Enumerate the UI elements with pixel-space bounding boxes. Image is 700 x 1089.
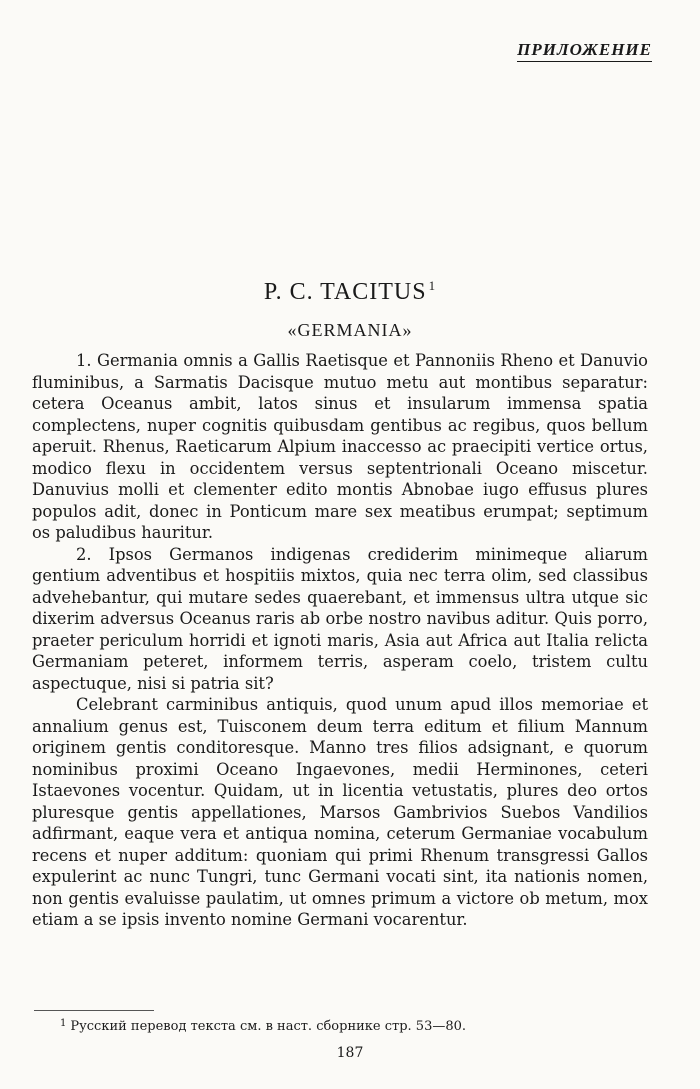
page-subtitle: «GERMANIA» bbox=[287, 320, 413, 340]
page-title bbox=[0, 278, 700, 306]
footnote bbox=[60, 1018, 466, 1034]
page-number: 187 bbox=[336, 1045, 364, 1061]
paragraph-3: Celebrant carminibus antiquis, quod unum apud illos memoriae et annalium genus est, Tuisconem deum terra editum et filium Mannum originem gentis conditoresque. Manno tres filios adsignant, e quorum nominibus proximi Oceano Ingaevones, medii Herminones, ceteri Istaevones vocentur. Quidam, ut in licentia vetustatis, plures deo ortos pluresque gentis appellationes, Marsos Gambrivios Suebos Vandilios adfirmant, eaque vera et antiqua nomina, ceterum Germaniae vocabulum recens et nuper additum: quoniam qui primi Rhenum transgressi Gallos expulerint ac nunc Tungri, tunc Germani vocati sint, ita nationis nomen, non gentis evaluisse paulatim, ut omnes primum a victore ob metum, mox etiam a se ipsis invento nomine Germani vocarentur. bbox=[32, 695, 648, 929]
paragraph-2: 2. Ipsos Germanos indigenas crediderim minimeque aliarum gentium adventibus et hospitiis mixtos, quia nec terra olim, sed classibus advehebantur, qui mutare sedes quaerebant, et immensus ultra utque sic dixerim adversus Oceanus raris ab orbe nostro navibus aditur. Quis porro, praeter periculum horridi et ignoti maris, Asia aut Africa aut Italia relicta Germaniam peteret, informem terris, asperam coelo, tristem cultu aspectuque, nisi si patria sit? bbox=[32, 544, 648, 693]
title-text: P. C. TACITUS bbox=[263, 279, 427, 305]
footnote-mark: 1 bbox=[60, 1018, 67, 1029]
main-text bbox=[32, 350, 648, 931]
paragraph-1: 1. Germania omnis a Gallis Raetisque et Pannoniis Rheno et Danuvio fluminibus, a Sarmatis Dacisque mutuo metu aut montibus separatur: cetera Oceanus ambit, latos sinus et insularum immensa spatia complectens, nuper cognitis quibusdam gentibus ac regibus, quos bellum aperuit. Rhenus, Raeticarum Alpium inaccesso ac praecipiti vertice ortus, modico flexu in occidentem versus septentrionali Oceano miscetur. Danuvius molli et clementer edito montis Abnobae iugo effusus plures populos adit, donec in Ponticum mare sex meatibus erumpat; septimum os paludibus hauritur. bbox=[32, 351, 648, 542]
footnote-divider bbox=[34, 1010, 154, 1011]
running-head: ПРИЛОЖЕНИЕ bbox=[517, 40, 652, 62]
title-footnote-mark: 1 bbox=[428, 278, 437, 293]
footnote-text: Русский перевод текста см. в наст. сборнике стр. 53—80. bbox=[70, 1019, 467, 1034]
